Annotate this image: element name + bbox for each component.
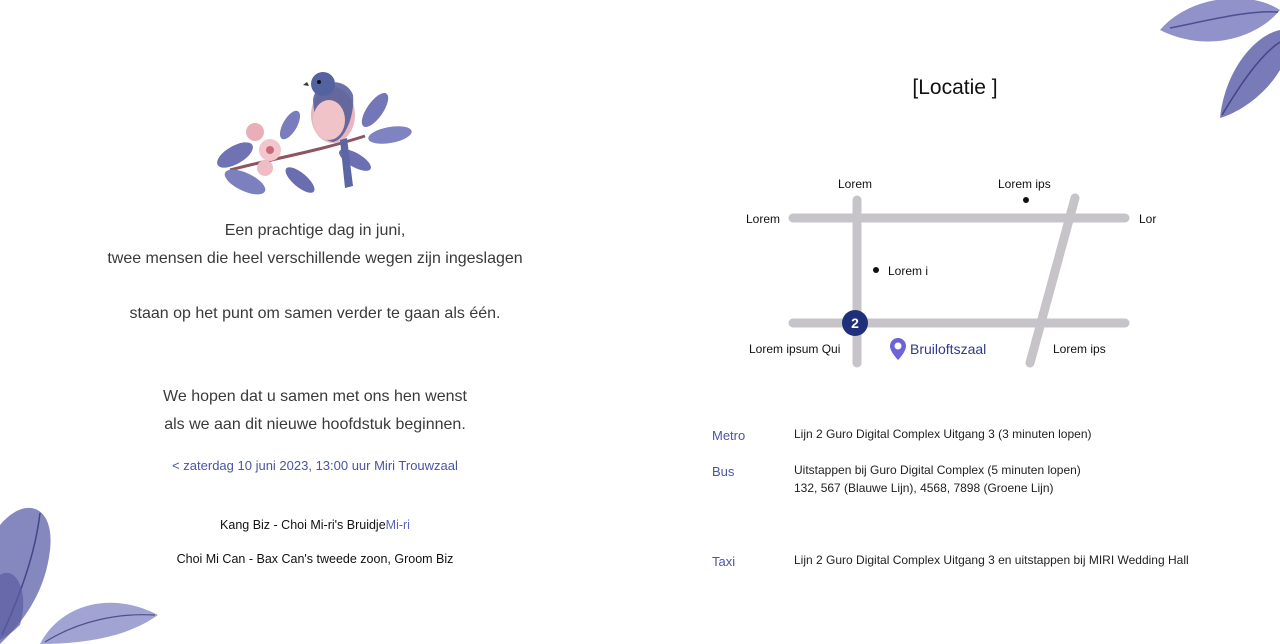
map-dot-center [873,267,879,273]
groom-name-line: Choi Mi Can - Bax Can's tweede zoon, Groom Biz [176,552,454,566]
taxi-label: Taxi [712,554,736,569]
bus-text-1: Uitstappen bij Guro Digital Complex (5 minuten lopen) [794,463,1081,477]
venue-label: Bruiloftszaal [910,341,987,357]
bride-name-highlight: Mi-ri [385,518,410,532]
bus-text-2: 132, 567 (Blauwe Lijn), 4568, 7898 (Groene Lijn) [794,481,1054,495]
location-title: [Locatie ] [912,76,998,99]
map-label-left: Lorem [746,212,781,226]
bird-on-branch-illustration [205,70,420,210]
map-label-center: Lorem i [888,264,929,278]
map-road-diagonal [1030,198,1075,363]
poem-line-5: als we aan dit nieuwe hoofdstuk beginnen. [164,416,466,433]
metro-label: Metro [712,428,746,443]
map-pin-icon [890,338,906,360]
map-label-right: Lor [1139,212,1157,226]
map-label-bottom-right: Lorem ips [1053,342,1106,356]
map-label-bottom-left: Lorem ipsum Qui [749,342,841,356]
bride-name-line [60,518,570,532]
taxi-text: Lijn 2 Guro Digital Complex Uitgang 3 en uitstappen bij MIRI Wedding Hall [794,553,1189,567]
metro-text: Lijn 2 Guro Digital Complex Uitgang 3 (3 minuten lopen) [794,427,1092,441]
map-dot-top-right [1023,197,1029,203]
poem-line-2: twee mensen die heel verschillende wegen zijn ingeslagen [107,250,523,267]
bus-label: Bus [712,464,735,479]
poem-line-3: staan op het punt om samen verder te gaan als één. [129,305,501,322]
leaf-decoration-top-right [1140,0,1280,125]
map-label-top-left: Lorem [838,177,873,191]
bride-name-text: Kang Biz - Choi Mi-ri's Bruidje [220,518,386,532]
poem-line-4: We hopen dat u samen met ons hen wenst [163,388,467,405]
poem-line-1: Een prachtige dag in juni, [224,222,406,239]
map-label-top-right: Lorem ips [998,177,1051,191]
metro-badge-number: 2 [851,315,859,331]
venue-marker [890,338,986,360]
date-line: < zaterdag 10 juni 2023, 13:00 uur Miri Trouwzaal [172,458,458,473]
